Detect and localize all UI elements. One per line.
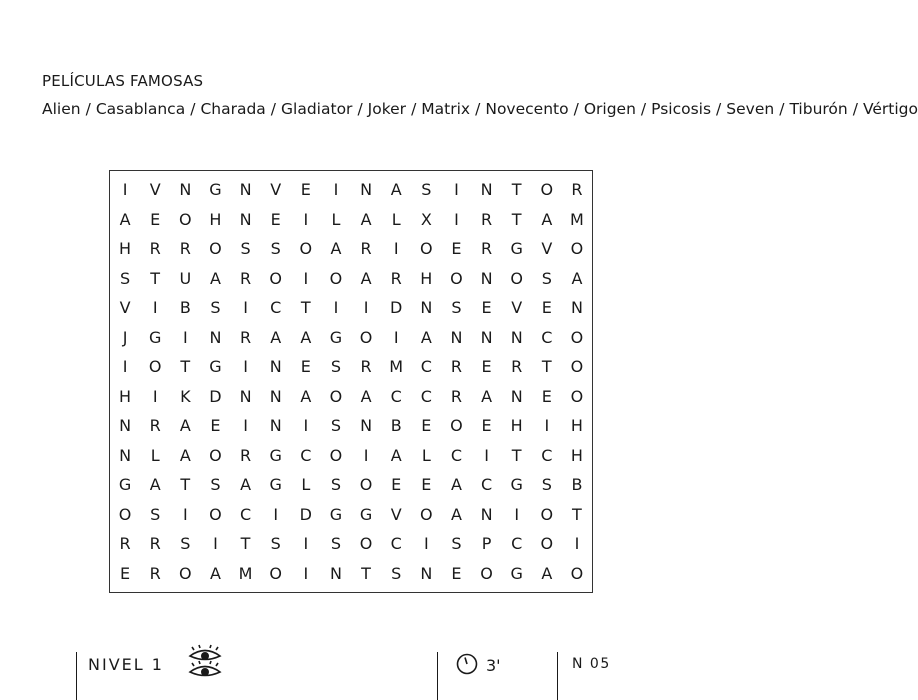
- grid-letter[interactable]: C: [239, 504, 252, 524]
- grid-letter[interactable]: N: [480, 268, 493, 288]
- grid-letter[interactable]: E: [541, 386, 552, 406]
- grid-letter[interactable]: O: [329, 445, 343, 465]
- word-item: Charada: [200, 100, 266, 118]
- grid-letter[interactable]: S: [150, 504, 161, 524]
- grid-letter[interactable]: T: [511, 445, 522, 465]
- footer-divider: [557, 652, 558, 700]
- level-label: NIVEL 1: [88, 655, 164, 674]
- word-item: Seven: [726, 100, 775, 118]
- grid-letter[interactable]: A: [360, 209, 372, 229]
- grid-letter[interactable]: N: [360, 180, 373, 200]
- grid-letter[interactable]: T: [511, 180, 522, 200]
- grid-letter[interactable]: O: [179, 209, 192, 229]
- grid-letter[interactable]: A: [450, 475, 462, 495]
- word-separator: /: [475, 100, 481, 118]
- grid-letter[interactable]: M: [238, 563, 253, 583]
- grid-letter[interactable]: I: [243, 416, 248, 436]
- grid-letter[interactable]: I: [363, 298, 369, 318]
- word-item: Gladiator: [281, 100, 353, 118]
- word-separator: /: [411, 100, 417, 118]
- grid-letter[interactable]: O: [299, 239, 313, 259]
- grid-letter[interactable]: N: [329, 563, 342, 583]
- grid-letter[interactable]: B: [390, 416, 402, 436]
- word-item: Matrix: [421, 100, 471, 118]
- grid-letter[interactable]: A: [179, 445, 191, 465]
- grid-letter[interactable]: O: [570, 563, 584, 583]
- word-separator: /: [779, 100, 785, 118]
- grid-letter[interactable]: T: [300, 298, 311, 318]
- grid-letter[interactable]: G: [269, 475, 282, 495]
- word-item: Alien: [42, 100, 81, 118]
- grid-letter[interactable]: O: [510, 268, 523, 288]
- grid-letter[interactable]: R: [240, 268, 252, 288]
- grid-letter[interactable]: A: [179, 416, 191, 436]
- grid-letter[interactable]: V: [511, 298, 523, 318]
- word-separator: /: [357, 100, 363, 118]
- grid-letter[interactable]: R: [149, 416, 161, 436]
- grid-letter[interactable]: A: [209, 268, 221, 288]
- grid-letter[interactable]: H: [420, 268, 433, 288]
- grid-letter[interactable]: A: [209, 563, 221, 583]
- grid-letter[interactable]: G: [329, 504, 343, 524]
- grid-letter[interactable]: S: [391, 563, 402, 583]
- grid-letter[interactable]: O: [209, 445, 222, 465]
- grid-letter[interactable]: C: [480, 475, 493, 495]
- grid-letter[interactable]: C: [390, 386, 402, 406]
- grid-letter[interactable]: R: [240, 327, 252, 347]
- grid-letter[interactable]: E: [481, 416, 492, 436]
- grid-letter[interactable]: I: [423, 534, 429, 554]
- grid-letter[interactable]: I: [273, 504, 279, 524]
- grid-letter[interactable]: A: [330, 239, 342, 259]
- grid-letter[interactable]: N: [269, 386, 282, 406]
- grid-letter[interactable]: T: [572, 504, 582, 524]
- grid-letter[interactable]: G: [209, 357, 222, 377]
- footer-divider: [76, 652, 77, 700]
- grid-letter[interactable]: A: [390, 445, 402, 465]
- grid-letter[interactable]: I: [363, 445, 369, 465]
- grid-letter[interactable]: A: [300, 386, 312, 406]
- grid-letter[interactable]: I: [393, 239, 399, 259]
- grid-letter[interactable]: H: [209, 209, 222, 229]
- grid-letter[interactable]: S: [451, 298, 462, 318]
- grid-letter[interactable]: V: [149, 180, 161, 200]
- grid-letter[interactable]: H: [510, 416, 523, 436]
- grid-letter[interactable]: S: [270, 534, 281, 554]
- grid-letter[interactable]: O: [209, 239, 222, 259]
- grid-letter[interactable]: M: [570, 209, 584, 229]
- grid-letter[interactable]: I: [393, 327, 399, 347]
- grid-letter[interactable]: R: [149, 239, 161, 259]
- grid-letter[interactable]: O: [570, 386, 584, 406]
- grid-letter[interactable]: I: [454, 209, 459, 229]
- grid-letter[interactable]: O: [359, 534, 373, 554]
- grid-letter[interactable]: O: [570, 357, 584, 377]
- grid-letter[interactable]: G: [359, 504, 373, 524]
- grid-letter[interactable]: T: [511, 209, 522, 229]
- grid-letter[interactable]: X: [420, 209, 432, 229]
- word-item: Joker: [367, 100, 407, 118]
- grid-letter[interactable]: O: [148, 357, 162, 377]
- grid-letter[interactable]: T: [240, 534, 251, 554]
- footer-divider: [437, 652, 438, 700]
- grid-letter[interactable]: O: [480, 563, 493, 583]
- grid-letter[interactable]: A: [420, 327, 432, 347]
- grid-letter[interactable]: P: [481, 534, 492, 554]
- grid-letter[interactable]: T: [180, 357, 191, 377]
- grid-letter[interactable]: I: [303, 534, 309, 554]
- grid-letter[interactable]: A: [149, 475, 161, 495]
- grid-letter[interactable]: A: [240, 475, 252, 495]
- grid-letter[interactable]: R: [571, 180, 583, 200]
- word-search-grid: [109, 170, 593, 593]
- grid-letter[interactable]: N: [239, 209, 252, 229]
- grid-letter[interactable]: S: [330, 416, 342, 436]
- puzzle-number: N 05: [572, 656, 611, 672]
- grid-letter[interactable]: N: [360, 416, 373, 436]
- grid-letter[interactable]: V: [390, 504, 402, 524]
- word-list: [42, 97, 918, 122]
- grid-letter[interactable]: A: [360, 268, 372, 288]
- grid-letter[interactable]: I: [303, 268, 309, 288]
- grid-letter[interactable]: N: [179, 180, 192, 200]
- grid-letter[interactable]: O: [359, 327, 373, 347]
- grid-letter[interactable]: N: [510, 386, 523, 406]
- grid-letter[interactable]: A: [119, 209, 131, 229]
- grid-letter[interactable]: N: [239, 180, 252, 200]
- word-item: Casablanca: [95, 100, 186, 118]
- grid-letter[interactable]: S: [421, 180, 432, 200]
- grid-letter[interactable]: O: [420, 504, 433, 524]
- grid-letter[interactable]: N: [269, 357, 282, 377]
- grid-letter[interactable]: C: [420, 386, 432, 406]
- grid-letter[interactable]: T: [150, 268, 161, 288]
- grid-letter[interactable]: I: [303, 209, 309, 229]
- grid-letter[interactable]: I: [484, 445, 489, 465]
- grid-letter[interactable]: E: [451, 239, 462, 259]
- grid-letter[interactable]: S: [330, 357, 342, 377]
- grid-letter[interactable]: I: [122, 357, 128, 377]
- grid-letter[interactable]: U: [179, 268, 192, 288]
- grid-letter[interactable]: S: [210, 475, 221, 495]
- grid-letter[interactable]: S: [330, 534, 342, 554]
- eyes-icon: [187, 645, 223, 681]
- word-separator: /: [85, 100, 91, 118]
- grid-letter[interactable]: I: [213, 534, 218, 554]
- grid-letter[interactable]: A: [450, 504, 462, 524]
- grid-letter[interactable]: G: [510, 563, 523, 583]
- grid-letter[interactable]: N: [480, 327, 493, 347]
- grid-letter[interactable]: O: [420, 239, 433, 259]
- grid-letter[interactable]: G: [510, 475, 523, 495]
- grid-letter[interactable]: N: [209, 327, 222, 347]
- grid-letter[interactable]: C: [511, 534, 523, 554]
- grid-letter[interactable]: R: [149, 563, 161, 583]
- grid-letter[interactable]: E: [421, 475, 432, 495]
- grid-letter[interactable]: V: [270, 180, 282, 200]
- grid-letter[interactable]: G: [329, 327, 343, 347]
- grid-letter[interactable]: S: [541, 268, 552, 288]
- grid-letter[interactable]: A: [571, 268, 583, 288]
- grid-letter[interactable]: D: [209, 386, 222, 406]
- grid-letter[interactable]: R: [481, 209, 493, 229]
- grid-letter[interactable]: E: [541, 298, 552, 318]
- word-separator: /: [270, 100, 277, 118]
- grid-letter[interactable]: S: [180, 534, 191, 554]
- grid-letter[interactable]: B: [179, 298, 191, 318]
- word-item: Psicosis: [651, 100, 712, 118]
- grid-letter[interactable]: I: [243, 357, 248, 377]
- grid-letter[interactable]: J: [122, 327, 128, 347]
- grid-letter[interactable]: I: [544, 416, 550, 436]
- grid-letter[interactable]: A: [300, 327, 312, 347]
- grid-letter[interactable]: E: [300, 180, 311, 200]
- grid-letter[interactable]: I: [243, 298, 248, 318]
- grid-letter[interactable]: I: [303, 563, 309, 583]
- grid-letter[interactable]: I: [122, 180, 128, 200]
- grid-letter[interactable]: R: [240, 445, 252, 465]
- grid-letter[interactable]: S: [210, 298, 221, 318]
- grid-letter[interactable]: O: [118, 504, 132, 524]
- grid-letter[interactable]: G: [118, 475, 132, 495]
- grid-letter[interactable]: G: [148, 327, 162, 347]
- grid-letter[interactable]: I: [152, 386, 158, 406]
- grid-letter[interactable]: S: [451, 534, 462, 554]
- grid-letter[interactable]: V: [541, 239, 553, 259]
- word-separator: /: [640, 100, 647, 118]
- grid-letter[interactable]: E: [451, 563, 462, 583]
- grid-letter[interactable]: R: [119, 534, 131, 554]
- grid-letter[interactable]: N: [480, 504, 493, 524]
- grid-letter[interactable]: K: [180, 386, 191, 406]
- grid-letter[interactable]: I: [303, 416, 309, 436]
- grid-letter[interactable]: N: [450, 327, 463, 347]
- grid-letter[interactable]: C: [270, 298, 282, 318]
- grid-letter[interactable]: C: [541, 327, 553, 347]
- grid-letter[interactable]: E: [481, 357, 492, 377]
- grid-letter[interactable]: S: [240, 239, 251, 259]
- grid-letter[interactable]: S: [270, 239, 281, 259]
- grid-letter[interactable]: R: [511, 357, 523, 377]
- grid-letter[interactable]: O: [450, 416, 463, 436]
- word-separator: /: [852, 100, 858, 118]
- grid-letter[interactable]: I: [454, 180, 459, 200]
- grid-letter[interactable]: N: [510, 327, 523, 347]
- grid-letter[interactable]: I: [182, 327, 188, 347]
- grid-letter[interactable]: I: [333, 298, 339, 318]
- grid-letter[interactable]: R: [149, 534, 161, 554]
- grid-letter[interactable]: R: [481, 239, 493, 259]
- grid-letter[interactable]: E: [481, 298, 492, 318]
- grid-letter[interactable]: T: [180, 475, 191, 495]
- grid-letter[interactable]: N: [420, 298, 433, 318]
- grid-letter[interactable]: A: [541, 209, 553, 229]
- grid-letter[interactable]: G: [209, 180, 222, 200]
- grid-letter[interactable]: H: [119, 239, 132, 259]
- grid-letter[interactable]: O: [540, 504, 554, 524]
- grid-letter[interactable]: G: [510, 239, 523, 259]
- grid-letter[interactable]: E: [150, 209, 161, 229]
- grid-letter[interactable]: N: [570, 298, 583, 318]
- grid-letter[interactable]: G: [269, 445, 282, 465]
- grid-letter[interactable]: H: [570, 445, 583, 465]
- grid-letter[interactable]: N: [239, 386, 252, 406]
- grid-letter[interactable]: A: [270, 327, 282, 347]
- grid-letter[interactable]: E: [210, 416, 221, 436]
- grid-letter[interactable]: B: [571, 475, 583, 495]
- grid-letter[interactable]: N: [420, 563, 433, 583]
- grid-letter[interactable]: E: [391, 475, 402, 495]
- grid-letter[interactable]: O: [329, 268, 343, 288]
- grid-letter[interactable]: A: [360, 386, 372, 406]
- grid-letter[interactable]: C: [420, 357, 432, 377]
- grid-letter[interactable]: R: [450, 357, 462, 377]
- grid-letter[interactable]: R: [360, 239, 372, 259]
- grid-letter[interactable]: O: [329, 386, 343, 406]
- grid-letter[interactable]: H: [570, 416, 583, 436]
- word-item: Tiburón: [789, 100, 848, 118]
- word-separator: /: [716, 100, 722, 118]
- grid-letter[interactable]: C: [450, 445, 463, 465]
- grid-letter[interactable]: O: [179, 563, 192, 583]
- word-separator: /: [190, 100, 196, 118]
- grid-letter[interactable]: S: [541, 475, 552, 495]
- grid-letter[interactable]: L: [301, 475, 311, 495]
- grid-letter[interactable]: E: [270, 209, 281, 229]
- grid-letter[interactable]: O: [540, 180, 554, 200]
- grid-letter[interactable]: A: [481, 386, 493, 406]
- grid-letter[interactable]: L: [150, 445, 160, 465]
- grid-letter[interactable]: L: [421, 445, 431, 465]
- word-item: Vértigo: [862, 100, 918, 118]
- word-separator: /: [573, 100, 579, 118]
- grid-letter[interactable]: T: [541, 357, 552, 377]
- grid-letter[interactable]: A: [541, 563, 553, 583]
- grid-letter[interactable]: E: [300, 357, 311, 377]
- grid-letter[interactable]: O: [359, 475, 373, 495]
- grid-letter[interactable]: A: [390, 180, 402, 200]
- grid-letter[interactable]: R: [179, 239, 191, 259]
- grid-letter[interactable]: I: [333, 180, 339, 200]
- grid-letter[interactable]: I: [152, 298, 158, 318]
- grid-letter[interactable]: T: [361, 563, 371, 583]
- grid-letter[interactable]: R: [390, 268, 402, 288]
- grid-letter[interactable]: C: [300, 445, 312, 465]
- grid-letter[interactable]: M: [389, 357, 404, 377]
- grid-letter[interactable]: S: [330, 475, 342, 495]
- grid-letter[interactable]: E: [421, 416, 432, 436]
- category-title: PELÍCULAS FAMOSAS: [42, 72, 204, 90]
- grid-letter[interactable]: C: [541, 445, 553, 465]
- grid-letter[interactable]: V: [119, 298, 131, 318]
- grid-letter[interactable]: E: [120, 563, 131, 583]
- grid-letter[interactable]: D: [390, 298, 403, 318]
- grid-letter[interactable]: C: [390, 534, 402, 554]
- grid-letter[interactable]: D: [299, 504, 312, 524]
- grid-letter[interactable]: I: [574, 534, 580, 554]
- grid-letter[interactable]: S: [119, 268, 131, 288]
- grid-letter[interactable]: L: [331, 209, 341, 229]
- grid-letter[interactable]: O: [209, 504, 222, 524]
- clock-icon: [456, 653, 478, 675]
- grid-letter[interactable]: I: [182, 504, 188, 524]
- grid-letter[interactable]: I: [514, 504, 520, 524]
- grid-letter[interactable]: O: [570, 327, 584, 347]
- grid-letter[interactable]: N: [480, 180, 493, 200]
- grid-letter[interactable]: O: [269, 268, 282, 288]
- time-limit: 3': [486, 656, 501, 675]
- grid-letter[interactable]: L: [391, 209, 401, 229]
- word-item: Novecento: [485, 100, 569, 118]
- grid-letter[interactable]: N: [119, 445, 132, 465]
- grid-letter[interactable]: O: [540, 534, 554, 554]
- grid-letter[interactable]: R: [450, 386, 462, 406]
- word-item: Origen: [583, 100, 636, 118]
- grid-letter[interactable]: H: [119, 386, 132, 406]
- grid-letter[interactable]: O: [269, 563, 282, 583]
- grid-letter[interactable]: N: [119, 416, 132, 436]
- grid-letter[interactable]: O: [450, 268, 463, 288]
- grid-letter[interactable]: O: [570, 239, 584, 259]
- grid-letter[interactable]: R: [360, 357, 372, 377]
- grid-letter[interactable]: N: [269, 416, 282, 436]
